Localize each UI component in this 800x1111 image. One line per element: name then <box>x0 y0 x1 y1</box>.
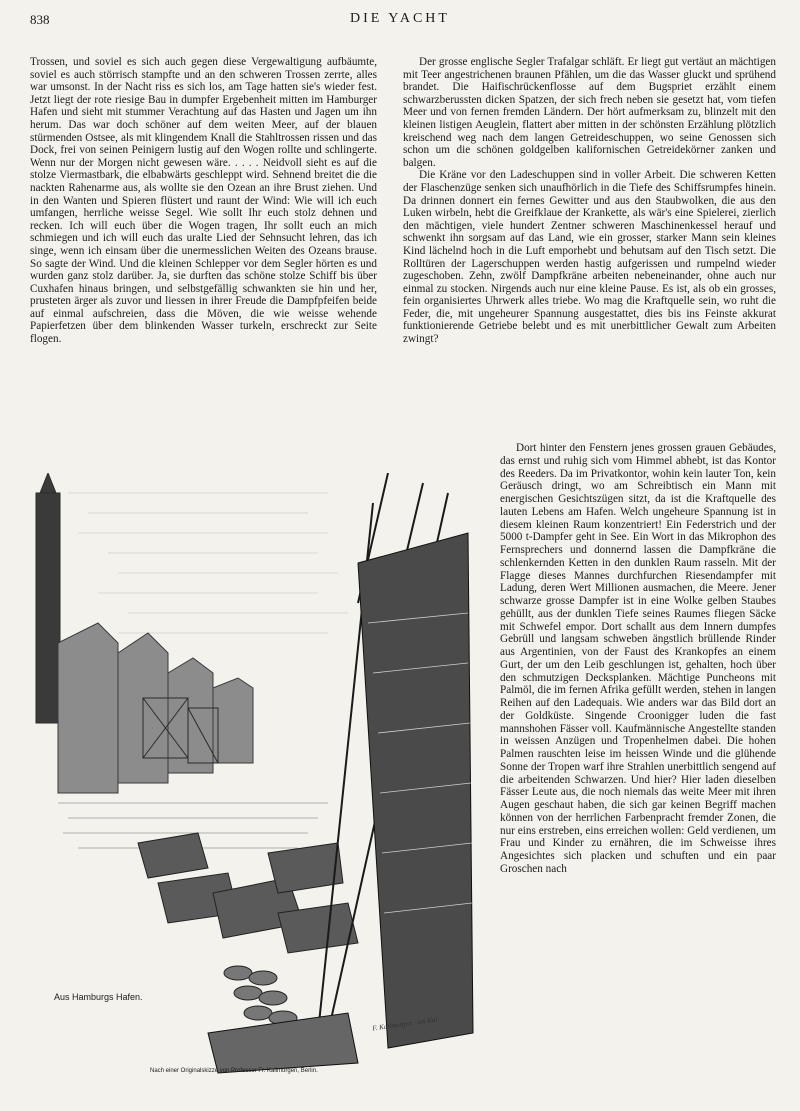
harbor-sketch-illustration <box>28 473 490 1078</box>
artist-signature: F. Kallmorgen · am Kai <box>371 1015 438 1033</box>
left-text-column <box>30 56 377 346</box>
ship-hull <box>358 533 473 1048</box>
paragraph: Dort hinter den Fenstern jenes grossen grauen Gebäudes, das ernst und ruhig sich vom Himmel abhebt, ist das Kontor des Reeders. Da im Privatkontor, wohin kein lauter Ton, kein Geräusch dringt, wo am Schreibtisch ein Mann mit energischen Gesichtszügen sitzt, da ist die Kraftquelle des lauten Lebens am Hafen. Welch ungeheure Spannung ist in diesem kleinen Raum konzentriert! Ein Federstrich und der 5000 t-Dampfer geht in See. Ein Wort in das Mikrophon des Fernsprechers und donnernd lassen die Dampfkräne die schlenkernden Ketten in den dunklen Raum rasseln. Mit der Flagge dieses Mannes durchfurchen Riesendampfer mit Ladung, deren Wert Millionen ausmachen, die Meere. Jener schwarze grosse Dampfer ist in eine Wolke gelben Staubes gehüllt, aus der dunklen Tiefe seines Raumes fliegen Säcke mit Schwefel empor. Dort schallt aus dem Innern dumpfes Gebrüll und langsam schweben ängstlich brüllende Rinder aus Argentinien, von der Faust des Krankopfes an einem Gurt, der um den Leib geschlungen ist, gehalten, hoch über den schmutzigen Decksplanken. Mächtige Puncheons mit Palmöl, die im fernen Afrika gefüllt werden, stehen in langen Reihen auf den Ladequais. Wie anders war das Bild dort an der Goldküste. Singende Croonigger luden die fast mannshohen Fässer voll. Kaufmännische Angestellte standen in weissen Anzügen und Tropenhelmen dabei. Die hohen Palmen rauschten leise im heissen Winde und die glühende Sonne der Tropen warf ihre Strahlen unerbittlich sengend auf die arbeitenden Schwarzen. Und hier? Hier laden dieselben Fässer Leute aus, die noch niemals das weite Meer mit ihren Augen geschaut haben, die sich gar keinen Begriff machen können von der herrlichen Farbenpracht fremder Zonen, die nur eins erstreben, eins erreichen wollen: Geld verdienen, um Frau und Kinder zu ernähren, die im Schweisse ihres Angesichtes sich placken und schuften und ein paar Groschen nach <box>500 442 776 875</box>
right-text-column-top <box>403 56 776 346</box>
page-number: 838 <box>30 12 50 27</box>
warehouse-row <box>58 623 253 793</box>
paragraph: Der grosse englische Segler Trafalgar schläft. Er liegt gut vertäut an mächtigen mit Teer angestrichenen braunen Pfählen, um die das Wasser gluckt und sprühend brandet. Die Haifischrückenflosse auf dem Bugspriet erzählt einem schwarzberussten dicken Spatzen, der sich frech neben sie gesetzt hat, vom tiefen Meer und von fernen fremden Ländern. Der hört aufmerksam zu, blinzelt mit den kleinen listigen Aeuglein, flattert aber mitten in der schönsten Erzählung plötzlich kreischend weg nach dem langen Getreideschuppen, wo seine Genossen sich schon um die schönen goldgelben kalifornischen Getreidekörner zanken und balgen. <box>403 56 776 169</box>
foreground-boat <box>208 1013 358 1073</box>
figure-credit: Nach einer Originalskizze von Professor Fr. Kallmorgen, Berlin. <box>150 1068 318 1074</box>
sky-hatching <box>68 493 348 633</box>
church-spire <box>36 473 60 723</box>
figure-caption: Aus Hamburgs Hafen. <box>54 992 143 1002</box>
barges <box>138 833 358 953</box>
right-text-column-bottom <box>500 442 776 876</box>
paragraph: Trossen, und soviel es sich auch gegen diese Vergewaltigung aufbäumte, soviel es auch störrisch stampfte und an den schweren Trossen zerrte, alles war umsonst. In der Nacht riss es sich los, am Tage hatten sie's wieder fest. Jetzt liegt der rote riesige Bau in dumpfer Ergebenheit mitten im Hamburger Hafen und sieht mit stummer Verachtung auf das Hasten und Jagen um ihn herum. Das war doch schöner auf dem weiten Meer, auf der blauen stürmenden Ostsee, als mit klingendem Knall die Stahltrossen rissen und das Dock, frei von seinen Peinigern lustig auf den Wogen rollte und schlingerte. Wenn nur der Morgen nicht gewesen wäre. . . . . Neidvoll sieht es auf die stolze Viermastbark, die elbabwärts geschleppt wird. Sehnend breitet die die nackten Rahenarme aus, als wollte sie den Ozean an ihre Brust ziehen. Und in den Wanten und Spieren flüstert und raunt der Wind: Wie will ich euch umfangen, herrliche weisse Segel. Wie sollt Ihr euch stolz dehnen und recken. Ich will euch über die Wogen tragen, Ihr sollt euch an mich schmiegen und ich will euch das uralte Lied der Sehnsucht lehren, das ich singe, wenn ich einsam über die unermesslichen Weiten des Ozeans brause. So sagte der Wind. Und die kleinen Schlepper vor dem Segler hörten es und wurden ganz stolz darüber. Ja, sie durften das schöne stolze Schiff bis über Cuxhafen hinaus bringen, und selbstgefällig schwankten sie hin und her, prusteten ärger als zuvor und liessen in ihrer Freude die Dampfpfeifen beide auf einmal aufschreien, dass die Möven, die wie weisse wehende Papierfetzen über dem blinkenden Wasser turkeln, erschreckt zur Seite flogen. <box>30 56 377 346</box>
paragraph: Die Kräne vor den Ladeschuppen sind in voller Arbeit. Die schweren Ketten der Flaschenzüge senken sich unaufhörlich in die Tiefe des Schiffsrumpfes hinein. Da drinnen donnert ein fernes Gewitter und aus den Staubwolken, die aus den Luken wirbeln, hebt die Greifklaue der Krankette, als wär's eine Spielerei, zierlich den mächtigen, viele hundert Zentner schweren Maschinenkessel herauf und schwenkt ihn sorgsam auf das Land, wie ein grosser, starker Mann sein kleines Kind lächelnd hoch in die Luft emporhebt und behutsam auf den Tisch setzt. Die Rolltüren der Lagerschuppen werden hastig aufgerissen und rumpelnd wieder zugeschoben. Zehn, zwölf Dampfkräne arbeiten nebeneinander, ohne auch nur einmal zu stocken. Nirgends auch nur eine kleine Pause. Es ist, als ob ein grosses, fein organisiertes Uhrwerk alles triebe. Wo mag die Kraftquelle sein, wo ruht die Feder, die, mit ungeheurer Spannung ausgestattet, dies bis ins Feinste akkurat funktionierende Getriebe belebt und es mit unerbittlicher Gewalt zum Arbeiten zwingt? <box>403 169 776 346</box>
running-head: DIE YACHT <box>350 11 450 26</box>
